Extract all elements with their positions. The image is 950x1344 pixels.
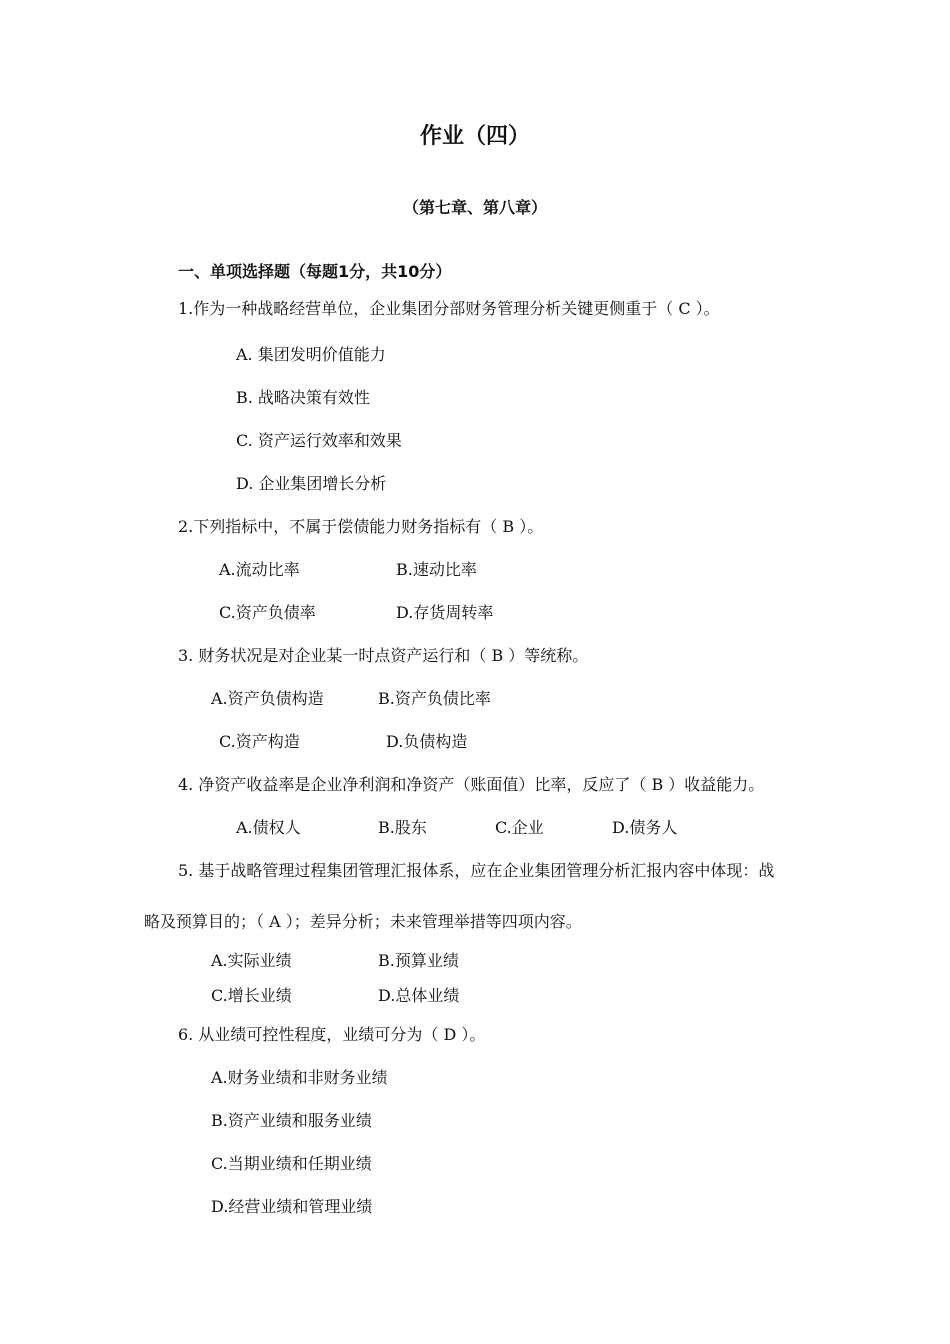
question-2-option-b: B.速动比率 [396, 560, 477, 579]
question-5-stem-line-1: 5. 基于战略管理过程集团管理汇报体系，应在企业集团管理分析汇报内容中体现：战 [178, 861, 775, 880]
question-3-option-d: D.负债构造 [386, 732, 468, 751]
question-4-option-c: C.企业 [495, 818, 544, 837]
question-5-option-a: A.实际业绩 [211, 951, 292, 970]
question-3-stem: 3. 财务状况是对企业某一时点资产运行和（ B ）等统称。 [178, 646, 589, 665]
question-4-option-b: B.股东 [378, 818, 427, 837]
question-3-option-a: A.资产负债构造 [211, 689, 324, 708]
question-2-stem: 2.下列指标中，不属于偿债能力财务指标有（ B ）。 [178, 517, 544, 536]
question-2-option-c: C.资产负债率 [219, 603, 316, 622]
question-1-option-b: B. 战略决策有效性 [236, 388, 370, 407]
question-6-option-a: A.财务业绩和非财务业绩 [211, 1068, 388, 1087]
question-4-stem: 4. 净资产收益率是企业净利润和净资产（账面值）比率，反应了（ B ）收益能力。 [178, 775, 765, 794]
question-6-option-d: D.经营业绩和管理业绩 [211, 1197, 373, 1216]
question-5-option-d: D.总体业绩 [378, 986, 460, 1005]
question-6-option-c: C.当期业绩和任期业绩 [211, 1154, 372, 1173]
question-6-option-b: B.资产业绩和服务业绩 [211, 1111, 372, 1130]
question-2-option-d: D.存货周转率 [396, 603, 494, 622]
question-3-option-b: B.资产负债比率 [378, 689, 491, 708]
question-5-stem-line-2: 略及预算目的；（ A ）；差异分析；未来管理举措等四项内容。 [144, 912, 582, 931]
question-1-option-a: A. 集团发明价值能力 [236, 345, 386, 364]
question-1-stem: 1.作为一种战略经营单位，企业集团分部财务管理分析关键更侧重于（ C ）。 [178, 299, 720, 318]
question-1-option-c: C. 资产运行效率和效果 [236, 431, 402, 450]
page-title: 作业（四） [419, 124, 530, 149]
question-5-option-b: B.预算业绩 [378, 951, 459, 970]
question-2-option-a: A.流动比率 [219, 560, 300, 579]
question-4-option-d: D.债务人 [612, 818, 678, 837]
question-4-option-a: A.债权人 [236, 818, 301, 837]
page-subtitle: （第七章、第八章） [402, 198, 547, 217]
question-5-option-c: C.增长业绩 [211, 986, 292, 1005]
section-heading: 一、单项选择题（每题1分，共10分） [178, 262, 452, 281]
question-3-option-c: C.资产构造 [219, 732, 300, 751]
question-1-option-d: D. 企业集团增长分析 [236, 474, 387, 493]
question-6-stem: 6. 从业绩可控性程度，业绩可分为（ D ）。 [178, 1025, 486, 1044]
